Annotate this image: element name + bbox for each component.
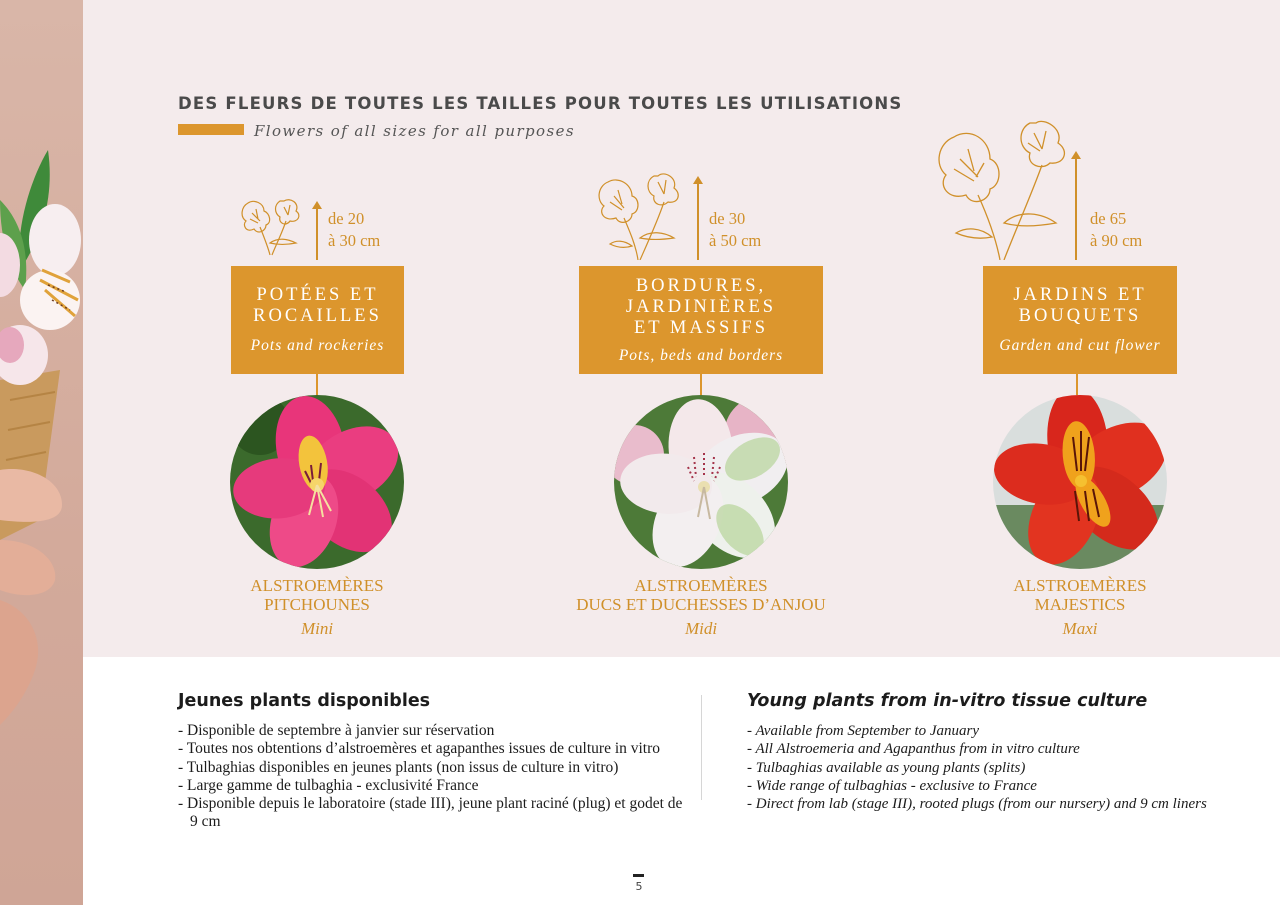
page-subtitle: Flowers of all sizes for all purposes	[254, 122, 575, 140]
medium-flower-drawing-icon	[594, 168, 690, 260]
list-item: - Tulbaghias disponibles en jeunes plants (non issus de culture in vitro)	[178, 758, 619, 776]
list-item: - Tulbaghias available as young plants (splits)	[747, 759, 1026, 776]
list-item: - Wide range of tulbaghias - exclusive to France	[747, 777, 1037, 794]
list-item: - Disponible de septembre à janvier sur réservation	[178, 722, 495, 739]
connector-line	[316, 374, 318, 396]
height-to: à 50 cm	[709, 231, 762, 250]
category-box-gardens	[983, 266, 1177, 374]
variety-size: Mini	[300, 619, 334, 638]
category-title-line: JARDINS ET	[1013, 285, 1147, 305]
height-from: de 65	[1090, 209, 1127, 228]
list-item: - Direct from lab (stage III), rooted plugs (from our nursery) and 9 cm liners	[747, 796, 1207, 813]
french-bullet-list	[178, 722, 688, 832]
connector-line	[1076, 374, 1078, 396]
height-range-maxi	[1090, 208, 1142, 252]
variety-label-midi	[559, 576, 843, 638]
red-alstroemeria-photo	[993, 395, 1167, 569]
category-box-borders	[579, 266, 823, 374]
variety-label-maxi	[993, 576, 1167, 638]
pink-alstroemeria-photo	[230, 395, 404, 569]
height-to: à 90 cm	[1090, 231, 1143, 250]
variety-name: ALSTROEMÈRES	[634, 576, 768, 595]
height-to: à 30 cm	[328, 231, 381, 250]
height-arrow-icon	[1070, 150, 1082, 260]
column-divider	[701, 695, 702, 800]
variety-name: DUCS ET DUCHESSES D’ANJOU	[576, 595, 826, 614]
small-flower-drawing-icon	[236, 193, 308, 257]
list-item: - Available from September to January	[747, 723, 980, 739]
list-item: - Toutes nos obtentions d’alstroemères et agapanthes issues de culture in vitro	[178, 740, 661, 758]
variety-label-mini	[230, 576, 404, 638]
accent-bar	[178, 124, 244, 135]
page-title: DES FLEURS DE TOUTES LES TAILLES POUR TOUTES LES UTILISATIONS	[178, 94, 903, 113]
list-item: - Large gamme de tulbaghia - exclusivité France	[178, 776, 479, 794]
variety-name: PITCHOUNES	[264, 595, 370, 614]
variety-size: Maxi	[1062, 619, 1098, 638]
english-section-title: Young plants from in-vitro tissue culture	[747, 691, 1148, 711]
height-from: de 20	[328, 209, 365, 228]
height-from: de 30	[709, 209, 746, 228]
category-title-line: BORDURES,	[635, 275, 767, 296]
category-subtitle: Pots and rockeries	[250, 337, 385, 354]
connector-line	[700, 374, 702, 396]
large-flower-drawing-icon	[930, 113, 1080, 260]
list-item: - All Alstroemeria and Agapanthus from in vitro culture	[747, 741, 1080, 758]
height-arrow-icon	[311, 200, 323, 260]
height-range-midi	[709, 208, 761, 252]
category-title-line: ROCAILLES	[253, 306, 382, 326]
left-photo-strip	[0, 0, 83, 905]
hand-holding-flowers-image	[0, 0, 83, 905]
category-subtitle: Pots, beds and borders	[618, 346, 784, 364]
variety-name: MAJESTICS	[1034, 595, 1126, 614]
french-section-title: Jeunes plants disponibles	[178, 691, 431, 711]
page-number-mark	[633, 874, 644, 877]
variety-size: Midi	[684, 619, 718, 638]
height-range-mini	[328, 208, 380, 252]
white-alstroemeria-photo	[614, 395, 788, 569]
category-box-pots	[231, 266, 404, 374]
page-number: 5	[635, 880, 643, 893]
variety-name: ALSTROEMÈRES	[250, 576, 384, 595]
category-title-line: BOUQUETS	[1018, 306, 1142, 326]
variety-name: ALSTROEMÈRES	[1013, 576, 1147, 595]
category-title-line: ET MASSIFS	[633, 317, 769, 338]
english-bullet-list	[747, 722, 1267, 813]
category-title-line: JARDINIÈRES	[625, 296, 777, 317]
list-item: - Disponible depuis le laboratoire (stade III), jeune plant raciné (plug) et godet de 9 cm	[178, 795, 683, 831]
category-subtitle: Garden and cut flower	[999, 337, 1161, 354]
category-title-line: POTÉES ET	[256, 285, 379, 305]
height-arrow-icon	[692, 175, 704, 260]
